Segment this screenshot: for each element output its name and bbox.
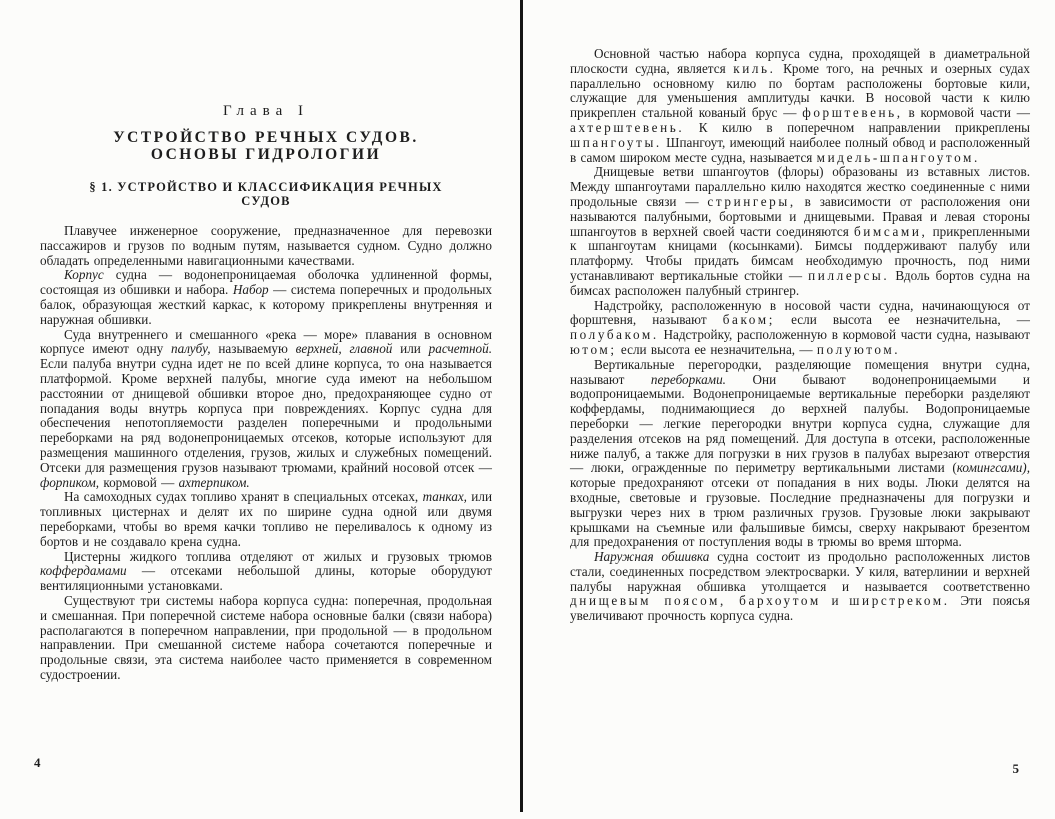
italic-term: форпиком, bbox=[40, 474, 100, 490]
spaced-term: ютом; bbox=[570, 341, 617, 357]
spaced-term: полубаком. bbox=[570, 327, 659, 343]
spaced-term: стрингеры, bbox=[707, 193, 796, 209]
right-page bbox=[523, 0, 1055, 819]
paragraph bbox=[570, 299, 1030, 358]
text-run: прикрепленными к шпангоутам кницами (косынками). Бимсы поддерживают палубу или платформу. Чтобы придать бимсам необходимую прочность, под ними устанавливают вертикальные стойки — bbox=[570, 223, 1030, 283]
spaced-term: ахтерштевень. bbox=[570, 119, 685, 135]
text-run: — система поперечных и продольных балок, образующая жесткий каркас, к которому прикреплены внутренняя и наружная обшивки. bbox=[40, 282, 492, 327]
spaced-term: мидель-шпангоутом. bbox=[816, 149, 980, 165]
spaced-term: пиллерсы. bbox=[808, 267, 890, 283]
text-run: если высота ее незначительна, — bbox=[616, 341, 817, 357]
italic-term: танках, bbox=[422, 489, 467, 505]
paragraph bbox=[40, 268, 492, 327]
chapter-title-line1: УСТРОЙСТВО РЕЧНЫХ СУДОВ. bbox=[113, 129, 419, 146]
text-run: Основной частью набора корпуса судна, проходящей в диаметральной плоскости судна, является bbox=[570, 46, 1030, 76]
text-run: в кормовой части — bbox=[902, 105, 1030, 121]
text-run: в зависимости от расположения они называются палубными, бортовыми и днищевыми. Правая и левая стороны шпангоутов в верхней своей части соединяются bbox=[570, 193, 1030, 239]
text-run: Кроме того, на речных и озерных судах параллельно основному килю по бортам расположены бортовые кили, служащие для уменьшения амплитуды качки. В носовой части к килю прикреплен стальной кованый брус — bbox=[570, 60, 1030, 121]
text-run: Днищевые ветви шпангоутов (флоры) образованы из вставных листов. Между шпангоутами параллельно килю находятся жестко соединенные с ними продольные связи — bbox=[570, 164, 1030, 209]
spaced-term: днищевым поясом, бархоутом bbox=[570, 593, 821, 609]
text-run: Вдоль бортов судна на бимсах расположен палубный стрингер. bbox=[570, 267, 1030, 298]
text-run: называемую bbox=[210, 341, 296, 357]
paragraph bbox=[40, 594, 492, 683]
section-heading-line1: § 1. УСТРОЙСТВО И КЛАССИФИКАЦИЯ РЕЧНЫХ bbox=[89, 180, 443, 194]
paragraph bbox=[570, 358, 1030, 550]
text-run: Шпангоут, имеющий наиболее полный обвод и расположенный в самом широком месте судна, называется bbox=[570, 134, 1030, 165]
text-run: кормовой — bbox=[99, 474, 179, 490]
spaced-term: форштевень, bbox=[802, 105, 903, 121]
italic-term: Наружная обшивка bbox=[594, 549, 710, 565]
text-run: Существуют три системы набора корпуса судна: поперечная, продольная и смешанная. При поперечной системе набора основные балки (связи набора) располагаются в поперечном направлении, при продольной — в продольном направлении. При смешанной системе набора сочетаются поперечные и продольные связи, эта система наиболее часто применяется в современном судостроении. bbox=[40, 592, 492, 682]
italic-term: комингсами), bbox=[956, 460, 1030, 476]
spaced-term: баком; bbox=[722, 312, 775, 328]
italic-term: верхней, главной bbox=[295, 341, 393, 357]
italic-term: палубу, bbox=[171, 341, 211, 357]
page-number-right: 5 bbox=[1012, 761, 1019, 776]
text-run: На самоходных судах топливо хранят в специальных отсеках, bbox=[64, 489, 423, 505]
spaced-term: шпангоуты. bbox=[570, 134, 662, 150]
italic-term: ахтерпиком. bbox=[178, 474, 250, 490]
spaced-term: бимсами, bbox=[853, 223, 928, 239]
chapter-head bbox=[40, 0, 492, 208]
spaced-term: ширстреком. bbox=[849, 593, 950, 609]
italic-term: Набор bbox=[232, 282, 269, 298]
text-run: или bbox=[392, 341, 429, 357]
text-run: судна — водонепроницаемая оболочка удлиненной формы, состоящая из обшивки и набора. bbox=[40, 267, 492, 298]
chapter-label: Глава I bbox=[223, 103, 309, 119]
text-run: Эти поясья увеличивают прочность корпуса судна. bbox=[570, 593, 1030, 624]
text-run: Плавучее инженерное сооружение, предназначенное для перевозки пассажиров и грузов по водным путям, называется судном. Судно должно обладать определенными навигационными качествами. bbox=[40, 223, 492, 268]
text-run: и bbox=[820, 593, 850, 609]
page-number-left: 4 bbox=[34, 755, 41, 770]
text-run: если высота ее незначительна, — bbox=[774, 312, 1030, 328]
chapter-title bbox=[40, 129, 492, 163]
paragraph bbox=[40, 328, 492, 491]
right-page-body bbox=[570, 0, 1030, 624]
text-run: Вертикальные перегородки, разделяющие помещения внутри судна, называют bbox=[570, 356, 1030, 387]
left-page-body bbox=[40, 224, 492, 683]
section-heading-line2: СУДОВ bbox=[241, 194, 291, 208]
paragraph bbox=[40, 490, 492, 549]
text-run: К килю в поперечном направлении прикреплены bbox=[684, 119, 1030, 135]
text-run: Надстройку, расположенную в кормовой части судна, называют bbox=[658, 327, 1030, 343]
text-run: Суда внутреннего и смешанного «река — море» плавания в основном корпусе имеют одну bbox=[40, 326, 492, 357]
spaced-term: киль. bbox=[733, 60, 776, 76]
paragraph bbox=[570, 550, 1030, 624]
paragraph bbox=[570, 47, 1030, 165]
italic-term: Корпус bbox=[64, 267, 104, 283]
text-run: судна состоит из продольно расположенных листов стали, соединенных посредством электросварки. У киля, ватерлинии и верхней палубы наружная обшивка утолщается и называется соответственно bbox=[570, 549, 1030, 594]
text-run: — отсеками небольшой длины, которые оборудуют вентиляционными установками. bbox=[40, 563, 492, 594]
text-run: которые предохраняют отсеки от попадания в них воды. Люки делятся на входные, световые и грузовые. Последние предназначены для погрузки и выгрузки через них в трюм различных грузов. Грузовые люки закрывают крышками на съемные или фальшивые бимсы, сверху накрывают брезентом для предохранения от поступления воды в трюмы во время шторма. bbox=[570, 475, 1030, 550]
text-run: Они бывают водонепроницаемыми и водопроницаемыми. Водонепроницаемые вертикальные переборки разделяют коффердамы, поднимающиеся до верхней палубы. Водопроницаемые переборки — легкие перегородки внутри корпуса судна, служащие для разделения отсеков на ряд помещений. Для доступа в отсеки, расположенные ниже палуб, а также для погрузки в них грузов в палубах вырезают отверстия — люки, огражденные по периметру вертикальными листами ( bbox=[570, 371, 1030, 476]
chapter-title-line2: ОСНОВЫ ГИДРОЛОГИИ bbox=[150, 146, 382, 163]
section-heading bbox=[40, 180, 492, 208]
paragraph bbox=[40, 550, 492, 594]
text-run: или топливных цистернах и делят их по ширине судна одной или двумя переборками, чтобы во время качки топливо не переливалось к одному из бортов и не создавало крена судна. bbox=[40, 489, 493, 549]
paragraph bbox=[40, 224, 492, 268]
text-run: Если палуба внутри судна идет не по всей длине корпуса, то она называется платформой. Кроме верхней палубы, многие суда имеют на небольшом расстоянии от днищевой обшивки второе дно, предохраняющее судно от попадания воды внутрь корпуса при повреждениях. Корпус судна для обеспечения непотопляемости разделен поперечными и продольными переборками на ряд водонепроницаемых отсеков, которые используют для размещения машинного отделения, грузов, жилых и служебных помещений. Отсеки для размещения грузов называют трюмами, крайний носовой отсек — bbox=[40, 356, 492, 475]
paragraph bbox=[570, 165, 1030, 298]
italic-term: расчетной. bbox=[428, 341, 493, 357]
spaced-term: полуютом. bbox=[816, 341, 901, 357]
italic-term: переборками. bbox=[650, 371, 726, 387]
left-page bbox=[0, 0, 520, 819]
italic-term: коффердамами bbox=[40, 563, 127, 579]
text-run: Надстройку, расположенную в носовой части судна, начинающуюся от форштевня, называют bbox=[570, 297, 1030, 328]
text-run: Цистерны жидкого топлива отделяют от жилых и грузовых трюмов bbox=[64, 548, 492, 564]
